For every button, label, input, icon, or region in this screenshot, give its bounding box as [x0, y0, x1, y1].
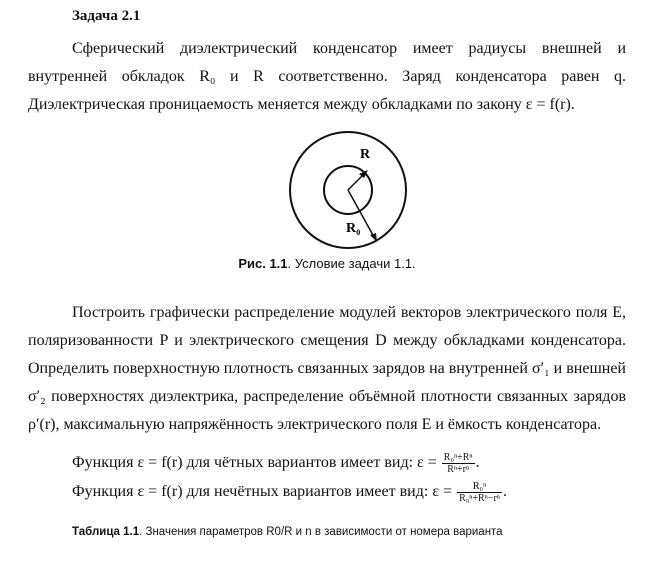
- label-R0: R₀: [346, 221, 361, 236]
- task-requirements: Построить графически распределение модулей векторов электрического поля E, поляризованности P и электрического смещения D между обкладками конденсатора. Определить поверхностную плотность связанных зарядов на внутренней σ′₁ и внешней σ′₂ поверхностях диэлектрика, распределение объёмной плотности связанных зарядов ρ′(r), максимальную напряжённость электрического поля E и ёмкость конденсатора.: [28, 304, 626, 433]
- even-denominator: Rⁿ+rⁿ: [447, 464, 470, 475]
- even-variant-formula: Функция ε = f(r) для чётных вариантов имеет вид: ε = $\frac{\text{R₀ⁿ+Rⁿ}}{\text{Rⁿ+rⁿ}}$ .: [72, 452, 480, 475]
- figure-caption: [0, 256, 654, 271]
- even-formula-text: Функция ε = f(r) для чётных вариантов имеет вид: ε =: [72, 454, 441, 472]
- odd-numerator: R₀ⁿ: [457, 481, 502, 493]
- capacitor-diagram: [286, 128, 416, 252]
- table-caption-text: . Значения параметров R0/R и n в зависимости от номера варианта: [139, 526, 503, 538]
- even-fraction: [442, 452, 475, 475]
- odd-variant-formula: Функция ε = f(r) для нечётных вариантов имеет вид: ε = $\frac{\text{R₀ⁿ}}{\text{R₀ⁿ+Rⁿ−rⁿ}}$ .: [72, 481, 507, 504]
- odd-fraction: [457, 481, 502, 504]
- figure-caption-text: . Условие задачи 1.1.: [287, 256, 416, 271]
- radius-R0-arrowhead: [370, 233, 377, 242]
- odd-denominator: R₀ⁿ+Rⁿ−rⁿ: [459, 493, 500, 504]
- label-R: R: [360, 147, 371, 162]
- odd-formula-text: Функция ε = f(r) для нечётных вариантов имеет вид: ε =: [72, 483, 457, 501]
- task-title: Задача 2.1: [72, 8, 141, 24]
- problem-statement: Сферический диэлектрический конденсатор имеет радиусы внешней и внутренней обкладок R₀ и R соответственно. Заряд конденсатора равен q. Диэлектрическая проницаемость меняется между обкладками по закону ε = f(r).: [28, 40, 626, 113]
- table-caption-number: Таблица 1.1: [72, 526, 140, 538]
- figure-caption-number: Рис. 1.1: [238, 256, 288, 271]
- even-numerator: R₀ⁿ+Rⁿ: [443, 452, 473, 463]
- table-caption: [72, 526, 503, 538]
